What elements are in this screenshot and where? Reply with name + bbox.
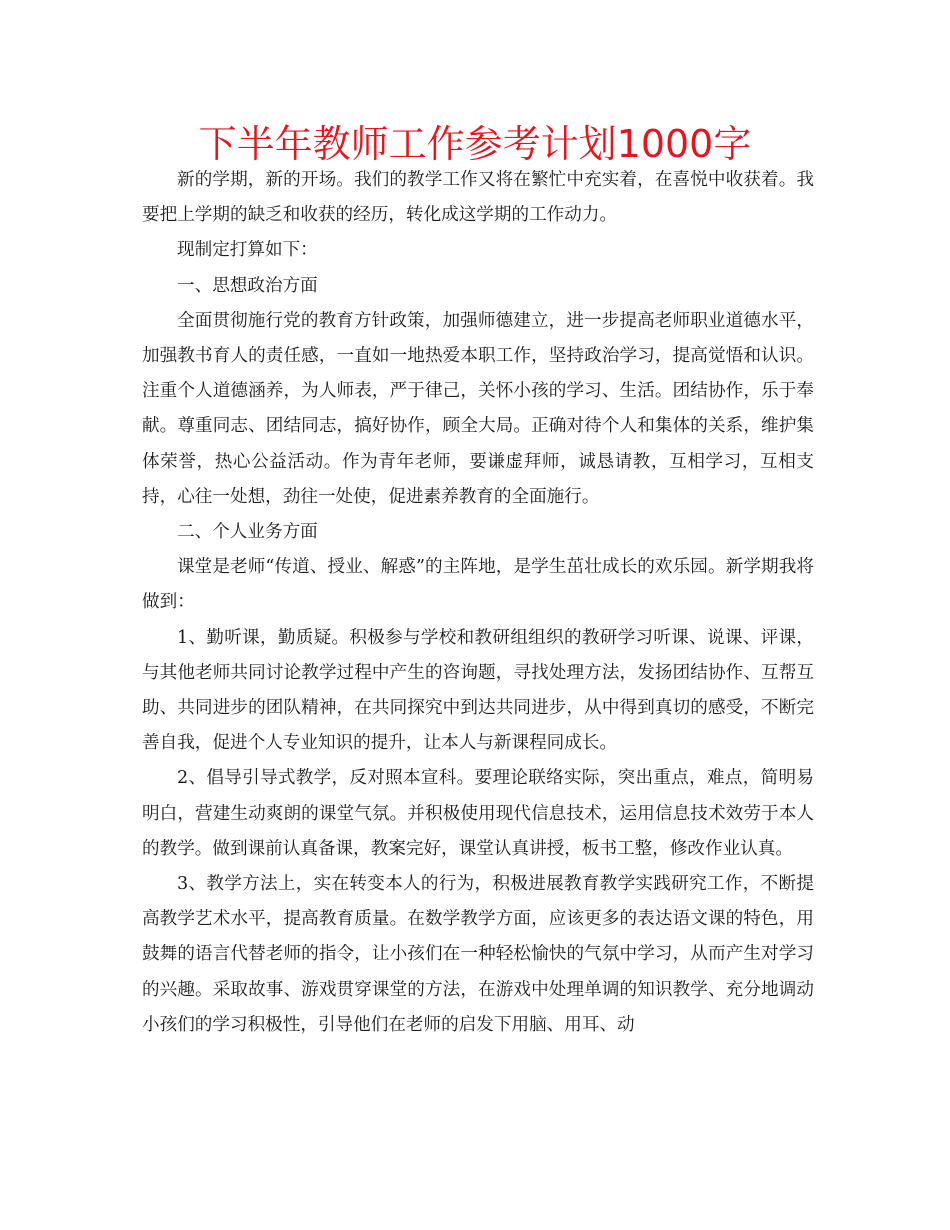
- paragraph-classroom: 课堂是老师“传道、授业、解惑”的主阵地，是学生茁壮成长的欢乐园。新学期我将做到：: [142, 557, 814, 613]
- paragraph-item-1: 1、勤听课，勤质疑。积极参与学校和教研组组织的教研学习听课、说课、评课，与其他老师共同讨论教学过程中产生的咨询题，寻找处理方法，发扬团结协作、互帮互助、共同进步的团队精神，在共同探究中到达共同进步，从中得到真切的感受，不断完善自我，促进个人专业知识的提升，让本人与新课程同成长。: [142, 627, 814, 754]
- section-heading-ideology: 一、思想政治方面: [177, 275, 318, 296]
- paragraph-item-3: 3、教学方法上，实在转变本人的行为，积极进展教育教学实践研究工作，不断提高教学艺术水平，提高教育质量。在数学教学方面，应该更多的表达语文课的特色，用鼓舞的语言代替老师的指令，让小孩们在一种轻松愉快的气氛中学习，从而产生对学习的兴趣。采取故事、游戏贯穿课堂的方法，在游戏中处理单调的知识教学、充分地调动小孩们的学习积极性，引导他们在老师的启发下用脑、用耳、动: [142, 874, 814, 1035]
- paragraph-intro: 新的学期，新的开场。我们的教学工作又将在繁忙中充实着，在喜悦中收获着。我要把上学期的缺乏和收获的经历，转化成这学期的工作动力。: [142, 170, 814, 226]
- paragraph-ideology: 全面贯彻施行党的教育方针政策，加强师德建立，进一步提高老师职业道德水平，加强教书育人的责任感，一直如一地热爱本职工作，坚持政治学习，提高觉悟和认识。注重个人道德涵养，为人师表，严于律己，关怀小孩的学习、生活。团结协作，乐于奉献。尊重同志、团结同志，搞好协作，顾全大局。正确对待个人和集体的关系，维护集体荣誉，热心公益活动。作为青年老师，要谦虚拜师，诚恳请教，互相学习，互相支持，心往一处想，劲往一处使，促进素养教育的全面施行。: [142, 310, 814, 507]
- document-title: 下半年教师工作参考计划1000字: [198, 122, 752, 166]
- paragraph-plan-lead: 现制定打算如下：: [177, 240, 318, 261]
- section-heading-professional: 二、个人业务方面: [177, 522, 318, 543]
- paragraph-item-2: 2、倡导引导式教学，反对照本宣科。要理论联络实际，突出重点，难点，简明易明白，营建生动爽朗的课堂气氛。并积极使用现代信息技术，运用信息技术效劳于本人的教学。做到课前认真备课，教案完好，课堂认真讲授，板书工整，修改作业认真。: [142, 768, 814, 859]
- document-body: [142, 163, 814, 1043]
